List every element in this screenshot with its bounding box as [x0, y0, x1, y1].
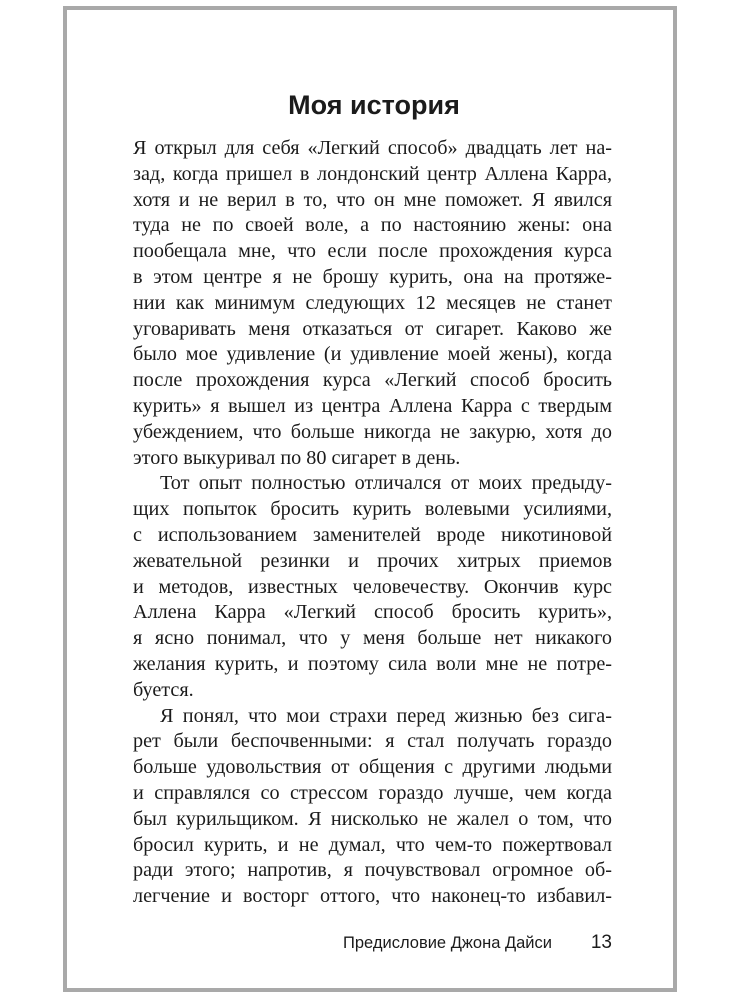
- text-line: хотя и не верил в то, что он мне поможет. Я явился: [133, 188, 612, 211]
- text-line: и справлялся со стрессом гораздо лучше, чем когда: [133, 781, 612, 804]
- text-line: бросил курить, и не думал, что чем-то пожертвовал: [133, 833, 612, 856]
- text-line: нии как минимум следующих 12 месяцев не станет: [133, 291, 612, 314]
- body-text: [133, 136, 612, 910]
- text-line: Я понял, что мои страхи перед жизнью без сига-: [160, 704, 612, 727]
- text-line: пообещала мне, что если после прохождения курса: [133, 240, 612, 263]
- text-line: уговаривать меня отказаться от сигарет. Каково же: [133, 317, 612, 340]
- text-line: рет были беспочвенными: я стал получать гораздо: [133, 730, 612, 753]
- text-line: было мое удивление (и удивление моей жены), когда: [133, 343, 612, 366]
- text-line: жевательной резинки и прочих хитрых приемов: [133, 549, 612, 572]
- page-number: 13: [590, 932, 612, 953]
- chapter-title: Моя история: [288, 90, 460, 120]
- text-line: этого выкуривал по 80 сигарет в день.: [133, 446, 461, 469]
- text-line: был курильщиком. Я нисколько не жалел о том, что: [133, 807, 612, 830]
- text-line: буется.: [133, 678, 194, 701]
- text-line: Я открыл для себя «Легкий способ» двадцать лет на-: [133, 137, 612, 159]
- text-line: больше удовольствия от общения с другими людьми: [133, 756, 612, 779]
- text-line: Тот опыт полностью отличался от моих предыду-: [160, 472, 612, 495]
- text-line: я ясно понимал, что у меня больше нет никакого: [133, 627, 612, 650]
- text-line: убеждением, что больше никогда не закурю, хотя до: [133, 420, 612, 443]
- text-line: ради этого; напротив, я почувствовал огромное об-: [133, 859, 612, 882]
- text-line: после прохождения курса «Легкий способ бросить: [133, 369, 612, 392]
- text-line: с использованием заменителей вроде никотиновой: [133, 523, 612, 546]
- book-page: [63, 6, 677, 992]
- text-line: курить» я вышел из центра Аллена Карра с твердым: [133, 394, 612, 417]
- text-line: туда не по своей воле, а по настоянию жены: она: [133, 214, 612, 237]
- text-line: легчение и восторг оттого, что наконец-то избавил-: [133, 885, 612, 908]
- text-line: в этом центре я не брошу курить, она на протяже-: [133, 265, 612, 288]
- text-line: желания курить, и поэтому сила воли мне не потре-: [133, 652, 612, 675]
- text-line: Аллена Карра «Легкий способ бросить курить»,: [133, 601, 612, 624]
- text-line: и методов, известных человечеству. Окончив курс: [133, 575, 612, 598]
- text-line: зад, когда пришел в лондонский центр Аллена Карра,: [133, 162, 612, 185]
- text-line: щих попыток бросить курить волевыми усилиями,: [133, 498, 612, 521]
- running-footer-title: Предисловие Джона Дайси: [343, 934, 552, 952]
